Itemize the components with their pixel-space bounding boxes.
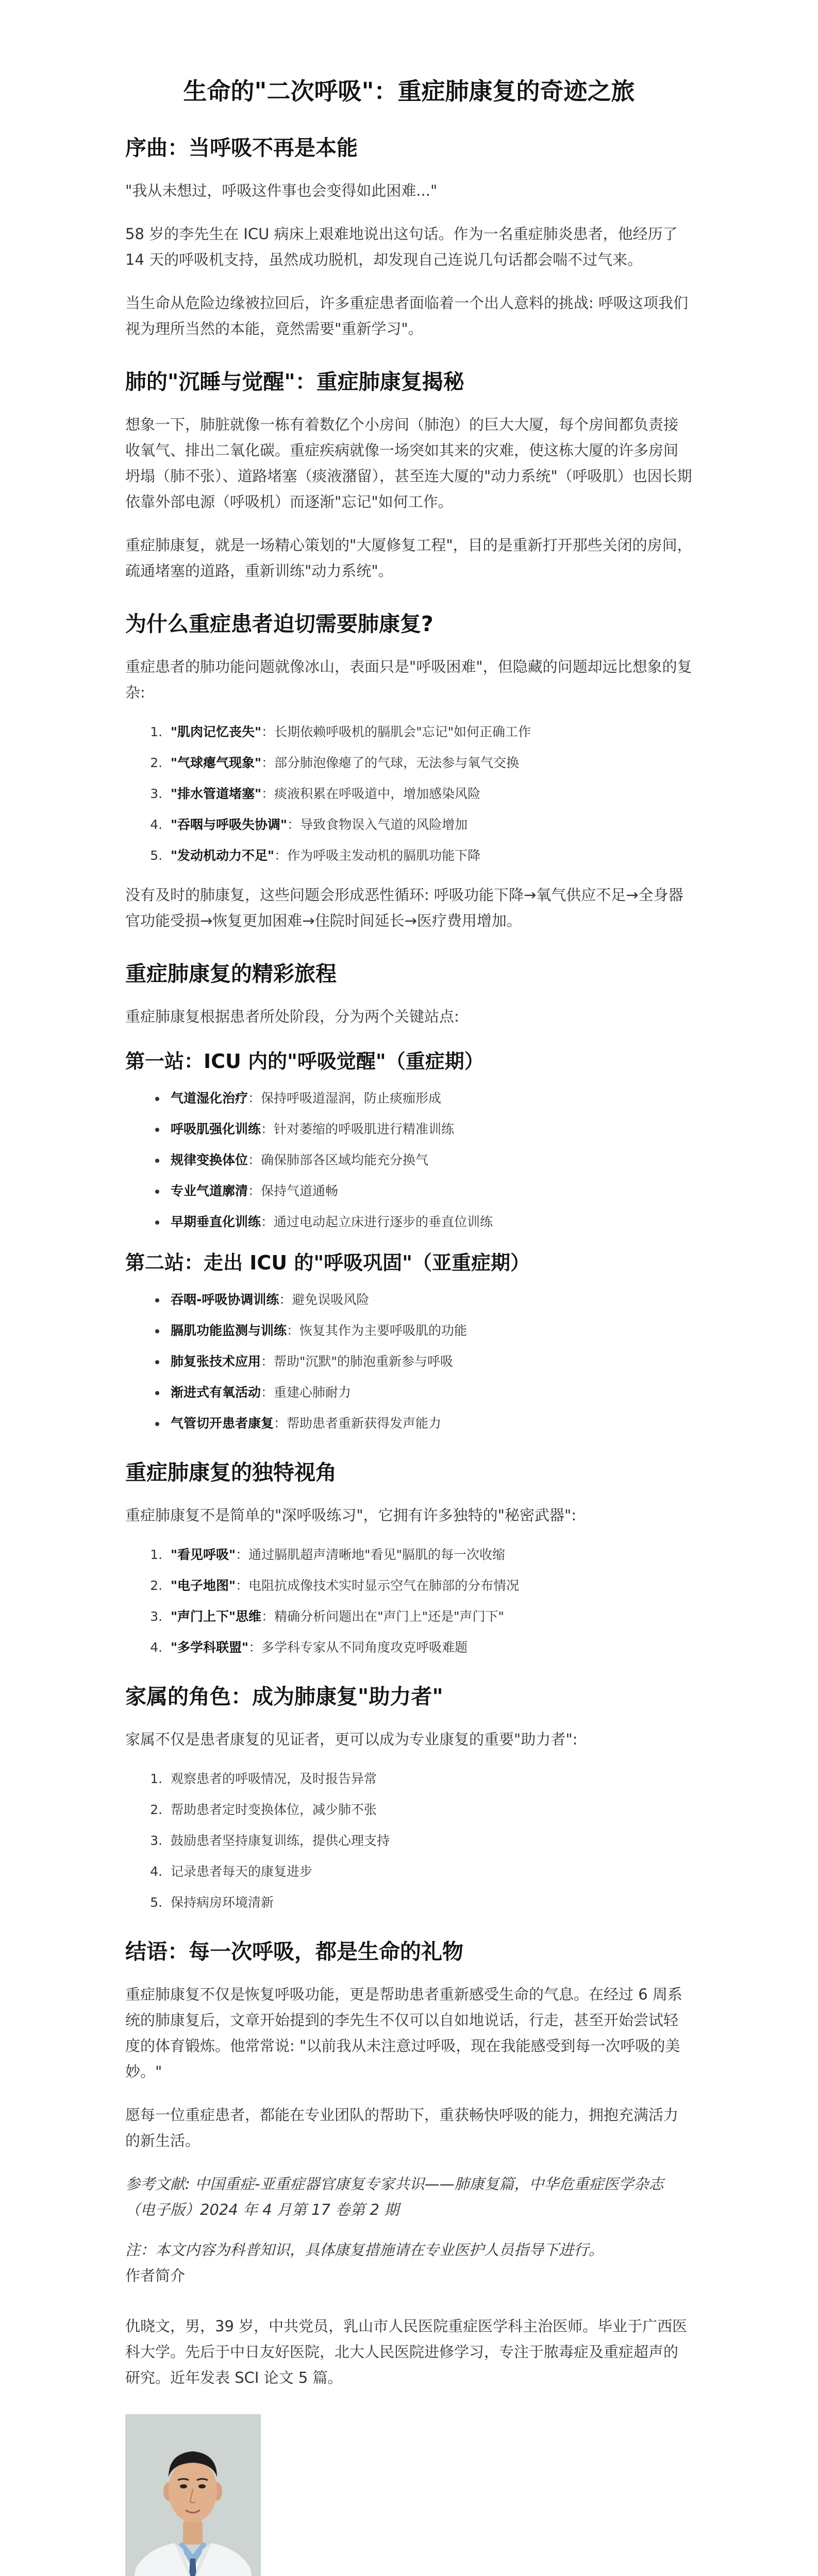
section-heading-why: 为什么重症患者迫切需要肺康复? <box>125 612 433 636</box>
item-term: 呼吸肌强化训练 <box>171 1122 261 1137</box>
paragraph: 家属不仅是患者康复的见证者，更可以成为专业康复的重要"助力者": <box>125 1731 578 1748</box>
item-term: "排水管道堵塞" <box>171 786 262 801</box>
list-item <box>166 1414 693 1432</box>
list-item <box>166 723 693 741</box>
section-heading-prelude: 序曲：当呼吸不再是本能 <box>125 135 358 160</box>
list-item: 3. 鼓励患者坚持康复训练，提供心理支持 <box>166 1832 693 1850</box>
item-text: ：长期依赖呼吸机的膈肌会"忘记"如何正确工作 <box>261 724 531 739</box>
item-term: 规律变换体位 <box>171 1153 248 1167</box>
section-heading-perspective: 重症肺康复的独特视角 <box>125 1460 337 1485</box>
list-item <box>166 1638 693 1656</box>
item-text: ：针对萎缩的呼吸肌进行精准训练 <box>261 1122 455 1137</box>
item-term: "气球瘪气现象" <box>171 755 262 770</box>
item-text: ：保持呼吸道湿润，防止痰痂形成 <box>248 1091 442 1106</box>
item-text: ：精确分析问题出在"声门上"还是"声门下" <box>261 1609 505 1624</box>
list-item <box>166 1291 693 1309</box>
stop2-list <box>166 1291 693 1432</box>
weapons-list <box>166 1546 693 1656</box>
list-item <box>166 1383 693 1401</box>
list-item: 4. 记录患者每天的康复进步 <box>166 1862 693 1880</box>
item-term: 膈肌功能监测与训练 <box>171 1323 287 1338</box>
list-item <box>166 1151 693 1169</box>
problem-list <box>166 723 693 865</box>
item-term: 肺复张技术应用 <box>171 1354 261 1369</box>
author-photo <box>125 2414 261 2576</box>
item-text: ：保持气道通畅 <box>248 1183 339 1198</box>
item-term: 早期垂直化训练 <box>171 1214 261 1229</box>
item-text: ：确保肺部各区域均能充分换气 <box>248 1153 429 1167</box>
list-item <box>166 846 693 865</box>
item-text: ：避免误吸风险 <box>279 1292 370 1307</box>
list-item <box>166 1120 693 1138</box>
item-text: ：多学科专家从不同角度攻克呼吸难题 <box>248 1640 468 1655</box>
list-item <box>166 785 693 803</box>
article <box>125 75 693 2576</box>
paragraph: 愿每一位重症患者，都能在专业团队的帮助下，重获畅快呼吸的能力，拥抱充满活力的新生活。 <box>125 2106 679 2149</box>
list-item <box>166 1213 693 1231</box>
item-term: "肌肉记忆丧失" <box>171 724 262 739</box>
section-heading-conclusion: 结语：每一次呼吸，都是生命的礼物 <box>125 1939 463 1964</box>
item-term: 吞咽-呼吸协调训练 <box>171 1292 279 1307</box>
item-text: ：通过膈肌超声清晰地"看见"膈肌的每一次收缩 <box>236 1547 506 1562</box>
paragraph: 没有及时的肺康复，这些问题会形成恶性循环: 呼吸功能下降→氧气供应不足→全身器官功能受损→恢复更加困难→住院时间延长→医疗费用增加。 <box>125 886 683 929</box>
item-text: ：导致食物误入气道的风险增加 <box>287 817 468 832</box>
item-term: "发动机动力不足" <box>171 848 275 863</box>
item-text: ：帮助"沉默"的肺泡重新参与呼吸 <box>261 1354 454 1369</box>
item-text: ：恢复其作为主要呼吸肌的功能 <box>287 1323 468 1338</box>
item-term: 专业气道廓清 <box>171 1183 248 1198</box>
list-item: 2. 帮助患者定时变换体位，减少肺不张 <box>166 1801 693 1819</box>
item-term: "吞咽与呼吸失协调" <box>171 817 288 832</box>
section-heading-lung: 肺的"沉睡与觉醒"：重症肺康复揭秘 <box>125 369 464 394</box>
list-item: 1. 观察患者的呼吸情况，及时报告异常 <box>166 1770 693 1788</box>
paragraph: 想象一下，肺脏就像一栋有着数亿个小房间（肺泡）的巨大大厦，每个房间都负责接收氧气、排出二氧化碳。重症疾病就像一场突如其来的灾难，使这栋大厦的许多房间坍塌（肺不张）、道路堵塞（痰液潴留），甚至连大厦的"动力系统"（呼吸肌）也因长期依靠外部电源（呼吸机）而逐渐"忘记"如何工作。 <box>125 416 692 511</box>
list-item <box>166 1321 693 1340</box>
item-term: "多学科联盟" <box>171 1640 249 1655</box>
item-text: ：部分肺泡像瘪了的气球，无法参与氧气交换 <box>261 755 520 770</box>
item-term: "电子地图" <box>171 1578 236 1593</box>
paragraph: 重症患者的肺功能问题就像冰山，表面只是"呼吸困难"，但隐藏的问题却远比想象的复杂: <box>125 658 692 701</box>
item-text: ：重建心肺耐力 <box>261 1385 352 1400</box>
paragraph: 58 岁的李先生在 ICU 病床上艰难地说出这句话。作为一名重症肺炎患者，他经历了 14 天的呼吸机支持，虽然成功脱机，却发现自己连说几句话都会喘不过气来。 <box>125 225 678 268</box>
paragraph: 重症肺康复不是简单的"深呼吸练习"，它拥有许多独特的"秘密武器": <box>125 1506 577 1524</box>
paragraph: 重症肺康复不仅是恢复呼吸功能，更是帮助患者重新感受生命的气息。在经过 6 周系统的肺康复后，文章开始提到的李先生不仅可以自如地说话，行走，甚至开始尝试轻度的体育锻炼。他常常说: "以前我从未注意过呼吸，现在我能感受到每一次呼吸的美妙。" <box>125 1986 682 2080</box>
list-item <box>166 1089 693 1107</box>
list-item: 5. 保持病房环境清新 <box>166 1893 693 1911</box>
opening-quote: "我从未想过，呼吸这件事也会变得如此困难..." <box>125 182 438 199</box>
paragraph: 当生命从危险边缘被拉回后，许多重症患者面临着一个出人意料的挑战: 呼吸这项我们视为理所当然的本能，竟然需要"重新学习"。 <box>125 294 688 337</box>
list-item <box>166 1607 693 1625</box>
subsection-heading-stop1: 第一站：ICU 内的"呼吸觉醒"（重症期） <box>125 1050 484 1073</box>
item-text: ：作为呼吸主发动机的膈肌功能下降 <box>274 848 481 863</box>
item-text: ：痰液积累在呼吸道中，增加感染风险 <box>261 786 481 801</box>
author-bio: 仇晓文，男，39 岁，中共党员，乳山市人民医院重症医学科主治医师。毕业于广西医科大学。先后于中日友好医院，北大人民医院进修学习，专注于脓毒症及重症超声的研究。近年发表 SCI 论文 5 篇。 <box>125 2317 688 2386</box>
family-list <box>166 1770 693 1911</box>
item-term: 气管切开患者康复 <box>171 1416 274 1431</box>
author-portrait-graphic <box>125 2414 261 2576</box>
disclaimer-note: 注：本文内容为科普知识，具体康复措施请在专业医护人员指导下进行。 <box>125 2241 604 2259</box>
article-title: 生命的"二次呼吸"：重症肺康复的奇迹之旅 <box>183 77 635 105</box>
item-term: 气道湿化治疗 <box>171 1091 248 1106</box>
item-text: ：电阻抗成像技术实时显示空气在肺部的分布情况 <box>236 1578 520 1593</box>
section-heading-family: 家属的角色：成为肺康复"助力者" <box>125 1684 443 1709</box>
reference: 参考文献: 中国重症-亚重症器官康复专家共识——肺康复篇，中华危重症医学杂志（电子版）2024 年 4 月第 17 卷第 2 期 <box>125 2175 664 2218</box>
list-item <box>166 1577 693 1595</box>
item-term: 渐进式有氧活动 <box>171 1385 261 1400</box>
stop1-list <box>166 1089 693 1231</box>
paragraph: 重症肺康复，就是一场精心策划的"大厦修复工程"，目的是重新打开那些关闭的房间，疏通堵塞的道路，重新训练"动力系统"。 <box>125 536 692 580</box>
paragraph: 重症肺康复根据患者所处阶段，分为两个关键站点: <box>125 1008 459 1025</box>
item-text: ：帮助患者重新获得发声能力 <box>274 1416 442 1431</box>
list-item <box>166 1546 693 1564</box>
author-intro-title: 作者简介 <box>125 2267 186 2284</box>
subsection-heading-stop2: 第二站：走出 ICU 的"呼吸巩固"（亚重症期） <box>125 1251 530 1274</box>
list-item <box>166 1182 693 1200</box>
list-item <box>166 754 693 772</box>
item-term: "看见呼吸" <box>171 1547 236 1562</box>
item-term: "声门上下"思维 <box>171 1609 262 1624</box>
section-heading-journey: 重症肺康复的精彩旅程 <box>125 961 337 986</box>
list-item <box>166 1352 693 1370</box>
list-item <box>166 816 693 834</box>
item-text: ：通过电动起立床进行逐步的垂直位训练 <box>261 1214 493 1229</box>
